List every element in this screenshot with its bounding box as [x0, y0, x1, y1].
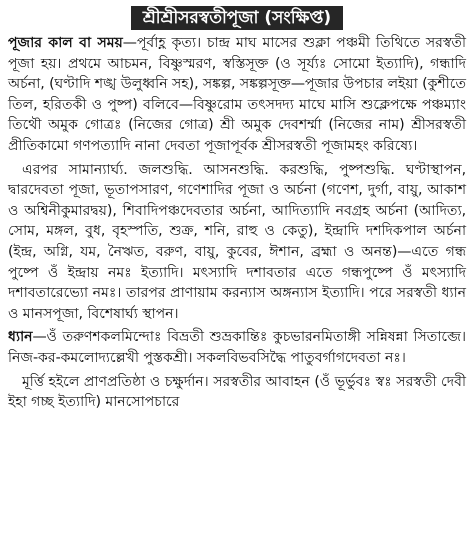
title-bar	[8, 6, 466, 30]
paragraph-avahan	[8, 372, 466, 413]
paragraph-text: —ওঁ তরুণশকলমিন্দোঃ বিভ্রতী শুভ্রকান্তিঃ কুচভারনমিতাঙ্গী সন্নিষন্না সিতাব্জে। নিজ-কর-কমলোদ্যল্লেখী পুস্তকশ্রী। সকলবিভবসিদ্ধৈ পাতুবর্গাগদেবতা নঃ।	[8, 329, 466, 366]
paragraph-text: এরপর সামান্যার্ঘ্য. জলশুদ্ধি. আসনশুদ্ধি. করশুদ্ধি, পুষ্পশুদ্ধি. ঘণ্টাস্থাপন, দ্বারদেবতা পূজা, ভূতাপসারণ, গণেশাদির পূজা ও অর্চনা (গণেশ, দুর্গা, বায়ু, আকাশ ও অশ্বিনীকুমারদ্বয়), শিবাদিপঞ্চদেবতার অর্চনা, আদিত্যাদি নবগ্রহ অর্চনা (আদিত্য, সোম, মঙ্গল, বুধ, বৃহস্পতি, শুক্র, শনি, রাহু ও কেতু), ইন্দ্রাদি দশদিকপাল অর্চনা (ইন্দ্র, অগ্নি, যম, নৈঋত, বরুণ, বায়ু, কুবের, ঈশান, ব্রহ্মা ও অনন্ত)—এতে গন্ধ পুষ্পে ওঁ ইন্দ্রায় নমঃ ইত্যাদি। মৎস্যাদি দশাবতার এতে গন্ধপুষ্পে ওঁ মৎস্যাদি দশাবতারেভ্যো নমঃ। তারপর প্রাণায়াম করন্যাস অঙ্গন্যাস ইত্যাদি। পরে সরস্বতী ধ্যান ও মানসপূজা, বিশেষার্ঘ্য স্থাপন।	[8, 161, 466, 322]
paragraph-procedure	[8, 160, 466, 325]
paragraph-text: —পূর্বাহ্ণ কৃত্য। চান্দ্র মাঘ মাসের শুক্লা পঞ্চমী তিথিতে সরস্বতী পূজা হয়। প্রথমে আচমন, বিষ্ণুস্মরণ, স্বস্তিসূক্ত (ও সূর্য্যঃ সোমো ইত্যাদি), গন্ধাদি অর্চনা, (ঘণ্টাদি শঙ্খ উলুধ্বনি সহ), সঙ্কল্প, সঙ্কল্পসূক্ত—পূজার উপচার লইয়া (কুশীতে তিল, হরিতকী ও পুষ্প) বলিবে—বিষ্ণুরোম তৎসদদ্য মাঘে মাসি শুক্লেপক্ষে পঞ্চম্যাং তিথৌ অমুক গোত্রঃ (নিজের গোত্র) শ্রী অমুক দেবশর্ম্মা (নিজের নাম) শ্রীসরস্বতী প্রীতিকামো গণপত্যাদি নানা দেবতা পূজাপূর্বক শ্রীসরস্বতী পূজামহং করিষ্যে।	[8, 35, 467, 154]
paragraph-dhyan	[8, 327, 466, 368]
paragraph-text: মূর্ত্তি হইলে প্রাণপ্রতিষ্ঠা ও চক্ষুর্দান। সরস্বতীর আবাহন (ওঁ ভূর্ভুবঃ স্বঃ সরস্বতী দেবী ইহা গচ্ছ ইত্যাদি) মানসোপচারে	[8, 373, 466, 411]
paragraph-lead: পূজার কাল বা সময়	[8, 35, 123, 51]
document-title: শ্রীশ্রীসরস্বতীপূজা (সংক্ষিপ্ত)	[131, 6, 343, 30]
paragraph-puja-time	[8, 33, 466, 157]
paragraph-lead: ধ্যান	[8, 329, 33, 346]
